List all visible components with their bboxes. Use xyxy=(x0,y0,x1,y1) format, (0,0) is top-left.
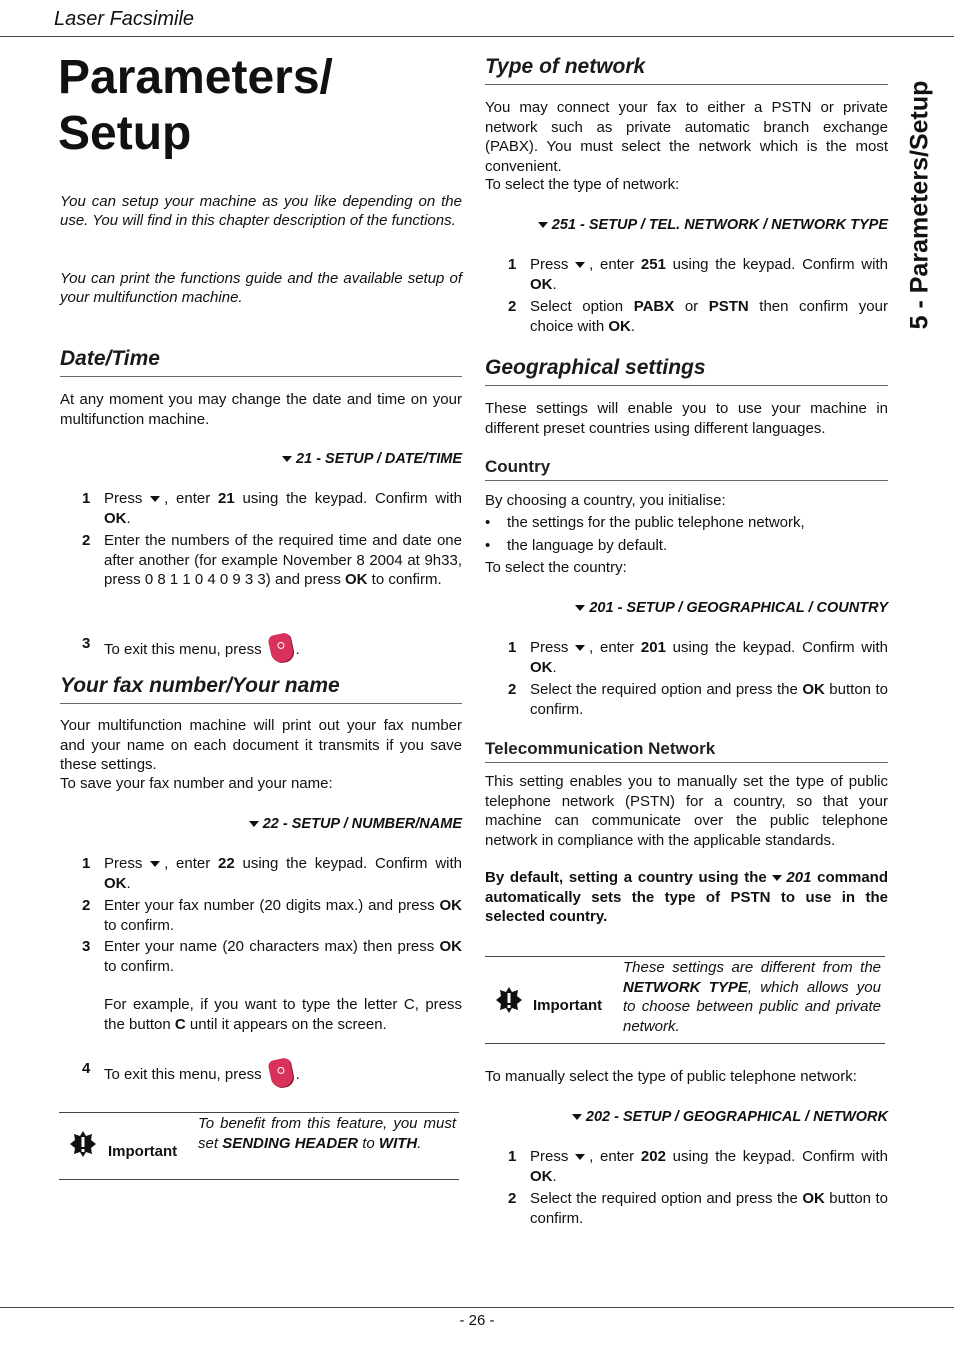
arrow-down-icon xyxy=(575,1154,585,1160)
intro-paragraph-1: You can setup your machine as you like depending on the use. You will find in this chapter description of the functions. xyxy=(60,193,462,229)
subsection-heading-country: Country xyxy=(485,457,551,476)
list-item: • the language by default. xyxy=(485,537,668,554)
telecom-paragraph-2: To manually select the type of public telephone network: xyxy=(485,1068,857,1085)
page-title xyxy=(58,50,333,162)
step-item: 1 Press , enter 201 using the keypad. Confirm with OK. xyxy=(508,639,888,676)
arrow-down-icon xyxy=(572,1114,582,1120)
arrow-down-icon xyxy=(249,821,259,827)
faxname-paragraph-2: To save your fax number and your name: xyxy=(60,775,333,792)
arrow-down-icon xyxy=(575,645,585,651)
important-label: Important xyxy=(108,1143,178,1160)
arrow-down-icon xyxy=(538,222,548,228)
page-title-line1: Parameters/ xyxy=(58,51,333,104)
arrow-down-icon xyxy=(150,861,160,867)
footer-rule xyxy=(0,1307,954,1308)
menu-path: 202 - SETUP / GEOGRAPHICAL / NETWORK xyxy=(485,1109,888,1125)
stop-key-icon xyxy=(267,632,294,664)
network-paragraph-2: To select the type of network: xyxy=(485,176,680,193)
section-rule xyxy=(485,385,888,386)
step-item: 2 Enter your fax number (20 digits max.) and press OK to confirm. xyxy=(82,897,462,934)
step-item: 2 Select the required option and press the OK button to confirm. xyxy=(508,1190,888,1227)
step-item: 2 Enter the numbers of the required time and date one after another (for example November 8 2004 at 9h33, press 0 8 1 1 0 4 0 9 3 3) and press OK to confirm. xyxy=(82,532,462,588)
step-item: 3 To exit this menu, press . xyxy=(82,634,462,658)
section-rule xyxy=(485,84,888,85)
menu-path: 201 - SETUP / GEOGRAPHICAL / COUNTRY xyxy=(485,600,888,616)
step-item: 2 Select the required option and press the OK button to confirm. xyxy=(508,681,888,718)
warning-icon xyxy=(69,1130,97,1158)
step-item: 1 Press , enter 251 using the keypad. Confirm with OK. xyxy=(508,256,888,293)
chapter-tab-label: 5 - Parameters/Setup xyxy=(905,80,934,330)
arrow-down-icon xyxy=(150,496,160,502)
page-number: - 26 - xyxy=(459,1312,495,1329)
important-text: To benefit from this feature, you must set SENDING HEADER to WITH. xyxy=(198,1115,456,1152)
faxname-paragraph: Your multifunction machine will print out your fax number and your name on each document it transmits if you save these settings. xyxy=(60,717,462,773)
stop-key-icon xyxy=(267,1057,294,1089)
menu-path: 251 - SETUP / TEL. NETWORK / NETWORK TYPE xyxy=(485,217,888,233)
section-heading-geo: Geographical settings xyxy=(485,356,706,379)
step-item: 2 Select option PABX or PSTN then confirm your choice with OK. xyxy=(508,298,888,335)
section-heading-datetime: Date/Time xyxy=(60,347,160,370)
subsection-heading-telecom: Telecommunication Network xyxy=(485,739,716,758)
datetime-paragraph: At any moment you may change the date and time on your multifunction machine. xyxy=(60,391,462,428)
arrow-down-icon xyxy=(575,605,585,611)
faxname-example: For example, if you want to type the letter C, press the button C until it appears on the screen. xyxy=(104,996,462,1033)
section-rule xyxy=(60,703,462,704)
arrow-down-icon xyxy=(772,875,782,881)
chapter-tab xyxy=(895,55,945,355)
telecom-bold-note: By default, setting a country using the 201 command automatically sets the type of PSTN to use in the selected country. xyxy=(485,869,888,925)
country-paragraph: By choosing a country, you initialise: xyxy=(485,492,726,509)
menu-path: 22 - SETUP / NUMBER/NAME xyxy=(60,816,462,832)
step-item: 1 Press , enter 21 using the keypad. Confirm with OK. xyxy=(82,490,462,527)
step-item: 3 Enter your name (20 characters max) then press OK to confirm. xyxy=(82,938,462,975)
intro-paragraph-2: You can print the functions guide and the available setup of your multifunction machine. xyxy=(60,270,462,306)
header-rule xyxy=(0,36,954,37)
section-rule xyxy=(60,376,462,377)
arrow-down-icon xyxy=(282,456,292,462)
network-paragraph: You may connect your fax to either a PSTN or private network such as private automatic branch exchange (PABX). You must select the network which is the most convenient. xyxy=(485,99,888,175)
section-heading-network: Type of network xyxy=(485,55,646,78)
step-item: 4 To exit this menu, press . xyxy=(82,1059,462,1083)
important-text: These settings are different from the NETWORK TYPE, which allows you to choose between public and private network. xyxy=(623,959,881,1035)
country-paragraph-2: To select the country: xyxy=(485,559,627,576)
telecom-paragraph: This setting enables you to manually set the type of public telephone network (PSTN) for a country, so that your machine can communicate over the public telephone network in compliance with the applicable standards. xyxy=(485,773,888,849)
section-heading-faxname: Your fax number/Your name xyxy=(60,674,340,697)
warning-icon xyxy=(495,986,523,1014)
geo-paragraph: These settings will enable you to use your machine in different preset countries using different languages. xyxy=(485,400,888,437)
page-title-line2: Setup xyxy=(58,107,192,160)
important-note xyxy=(59,1112,459,1180)
step-item: 1 Press , enter 202 using the keypad. Confirm with OK. xyxy=(508,1148,888,1185)
subsection-rule xyxy=(485,480,888,481)
arrow-down-icon xyxy=(575,262,585,268)
menu-path: 21 - SETUP / DATE/TIME xyxy=(60,451,462,467)
step-item: 1 Press , enter 22 using the keypad. Confirm with OK. xyxy=(82,855,462,892)
header-title: Laser Facsimile xyxy=(54,8,195,30)
important-label: Important xyxy=(533,997,603,1014)
subsection-rule xyxy=(485,762,888,763)
important-note xyxy=(485,956,885,1044)
list-item: • the settings for the public telephone network, xyxy=(485,514,805,531)
